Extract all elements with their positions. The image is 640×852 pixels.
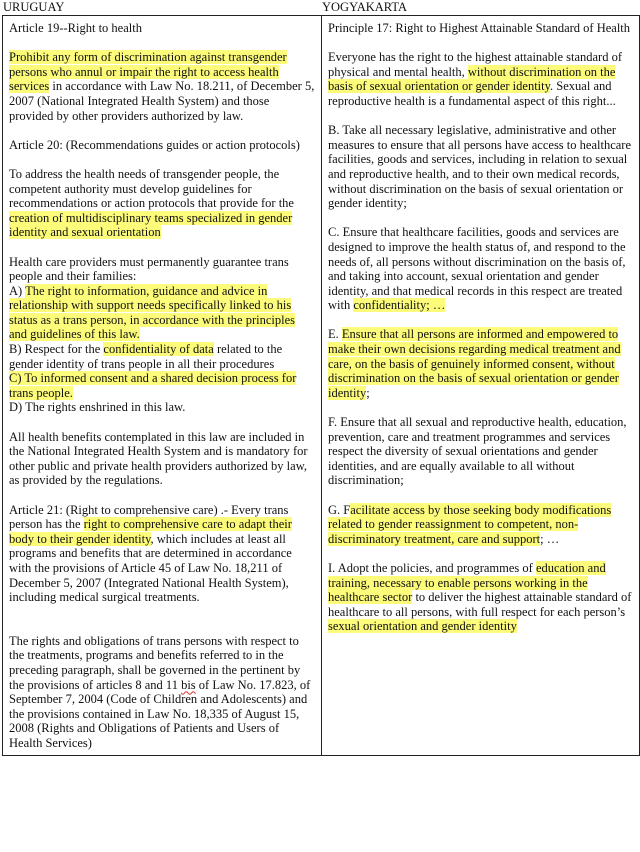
- clause-b: B. Take all necessary legislative, administrative and other measures to ensure that all persons have access to healthcare facilities, goods and services, including in relation to sexual and reproductive health, and to their own medical records, without discrimination on the basis of sexual orientation or gender identity;: [328, 123, 631, 211]
- spellcheck-word: bis: [181, 677, 196, 692]
- principle-17-title: Principle 17: Right to Highest Attainable Standard of Health: [328, 21, 631, 35]
- clause-f: F. Ensure that all sexual and reproductive health, education, prevention, care and treatment programmes and services respect the diversity of sexual orientations and gender identities, and are equally available to all without discrimination;: [328, 415, 627, 488]
- highlight: right to comprehensive care to adapt their body to their gender identity: [9, 517, 292, 546]
- clause-g: G. Facilitate access by those seeking body modifications related to gender reassignment to competent, non-discriminatory treatment, care and support; …: [328, 502, 612, 546]
- highlight: sexual orientation and gender identity: [328, 619, 517, 634]
- benefits-text: All health benefits contemplated in this law are included in the National Integrated Health System and is mandatory for other public and private health providers authorized by law, as provided by the regulations.: [9, 429, 308, 488]
- item-a: A) The right to information, guidance and advice in relationship with support needs specifically linked to his status as a trans person, in accordance with the principles and guidelines of this law.: [9, 283, 296, 342]
- clause-e: E. Ensure that all persons are informed and empowered to make their own decisions regarding medical treatment and care, on the basis of genuinely informed consent, without discrimination on the basis of sexual orientation or gender identity;: [328, 327, 621, 400]
- article-19-title: Article 19--Right to health: [9, 21, 142, 35]
- column-headers: [0, 0, 640, 14]
- item-d: D) The rights enshrined in this law.: [9, 400, 186, 415]
- care-intro: Health care providers must permanently guarantee trans people and their families:: [9, 254, 289, 284]
- header-yogyakarta: YOGYAKARTA: [322, 0, 408, 14]
- principle-17-text: Everyone has the right to the highest attainable standard of physical and mental health, without discrimination on the basis of sexual orientation or gender identity. Sexual and reproductive health is a fundamental aspect of this right...: [328, 50, 623, 108]
- highlight: Prohibit any form of discrimination against transgender persons who annul or impair the right to access health services: [9, 50, 287, 94]
- highlight: C) To informed consent and a shared decision process for trans people.: [9, 371, 297, 400]
- article-20-title: Article 20: (Recommendations guides or action protocols): [9, 137, 300, 152]
- uruguay-column: [3, 16, 322, 756]
- rights-obligations-text: The rights and obligations of trans persons with respect to the treatments, programs and benefits referred to in the preceding paragraph, shall be governed in the pertinent by the provisions of articles 8 and 11 bis of Law No. 17.823, of September 7, 2004 (Code of Children and Adolescents) and the provisions contained in Law No. 18,335 of August 15, 2008 (Rights and Obligations of Patients and Users of Health Services): [9, 633, 311, 750]
- highlight: The right to information, guidance and advice in relationship with support needs specifically linked to his status as a trans person, in accordance with the principles and guidelines of this law.: [9, 283, 296, 342]
- highlight: confidentiality of data: [103, 342, 214, 357]
- clause-i: I. Adopt the policies, and programmes of education and training, necessary to enable persons working in the healthcare sector to deliver the highest attainable standard of healthcare to all persons, with full respect for each person’s sexual orientation and gender identity: [328, 560, 632, 634]
- care-guarantees: [9, 255, 315, 416]
- highlight: education and training, necessary to enable persons working in the healthcare sector: [328, 560, 606, 605]
- header-uruguay: URUGUAY: [3, 0, 65, 14]
- clause-c: C. Ensure that healthcare facilities, goods and services are designed to improve the health status of, and respond to the needs of, all persons without discrimination on the basis of, and taking into account, sexual orientation and gender identity, and that medical records in this respect are treated with confidentiality; …: [328, 225, 626, 313]
- item-c: [9, 371, 315, 400]
- yogyakarta-column: [322, 16, 640, 756]
- item-b: B) Respect for the confidentiality of data related to the gender identity of trans people in all their procedures: [9, 342, 283, 371]
- highlight: creation of multidisciplinary teams specialized in gender identity and sexual orientation: [9, 210, 293, 240]
- highlight: Ensure that all persons are informed and empowered to make their own decisions regarding medical treatment and care, on the basis of genuinely informed consent, without discrimination on the basis of sexual orientation or gender identity: [328, 327, 621, 400]
- highlight: acilitate access by those seeking body modifications related to gender reassignment to competent, non-discriminatory treatment, care and support: [328, 502, 612, 546]
- highlight: without discrimination on the basis of sexual orientation or gender identity: [328, 64, 616, 94]
- article-19-text: Prohibit any form of discrimination against transgender persons who annul or impair the right to access health services in accordance with Law No. 18.211, of December 5, 2007 (National Integrated Health System) and those provided by other providers authorized by law.: [9, 50, 315, 123]
- highlight: confidentiality; …: [353, 298, 446, 313]
- article-20-text: To address the health needs of transgender people, the competent authority must develop guidelines for recommendations or action protocols that provide for the creation of multidisciplinary teams specialized in gender identity and sexual orientation: [9, 166, 294, 240]
- comparison-table: [2, 15, 640, 756]
- article-21-text: Article 21: (Right to comprehensive care) .- Every trans person has the right to comprehensive care to adapt their body to their gender identity, which includes at least all programs and benefits that are determined in accordance with the provisions of Article 45 of Law No. 18,211 of December 5, 2007 (Integrated National Health System), including medical surgical treatments.: [9, 502, 292, 605]
